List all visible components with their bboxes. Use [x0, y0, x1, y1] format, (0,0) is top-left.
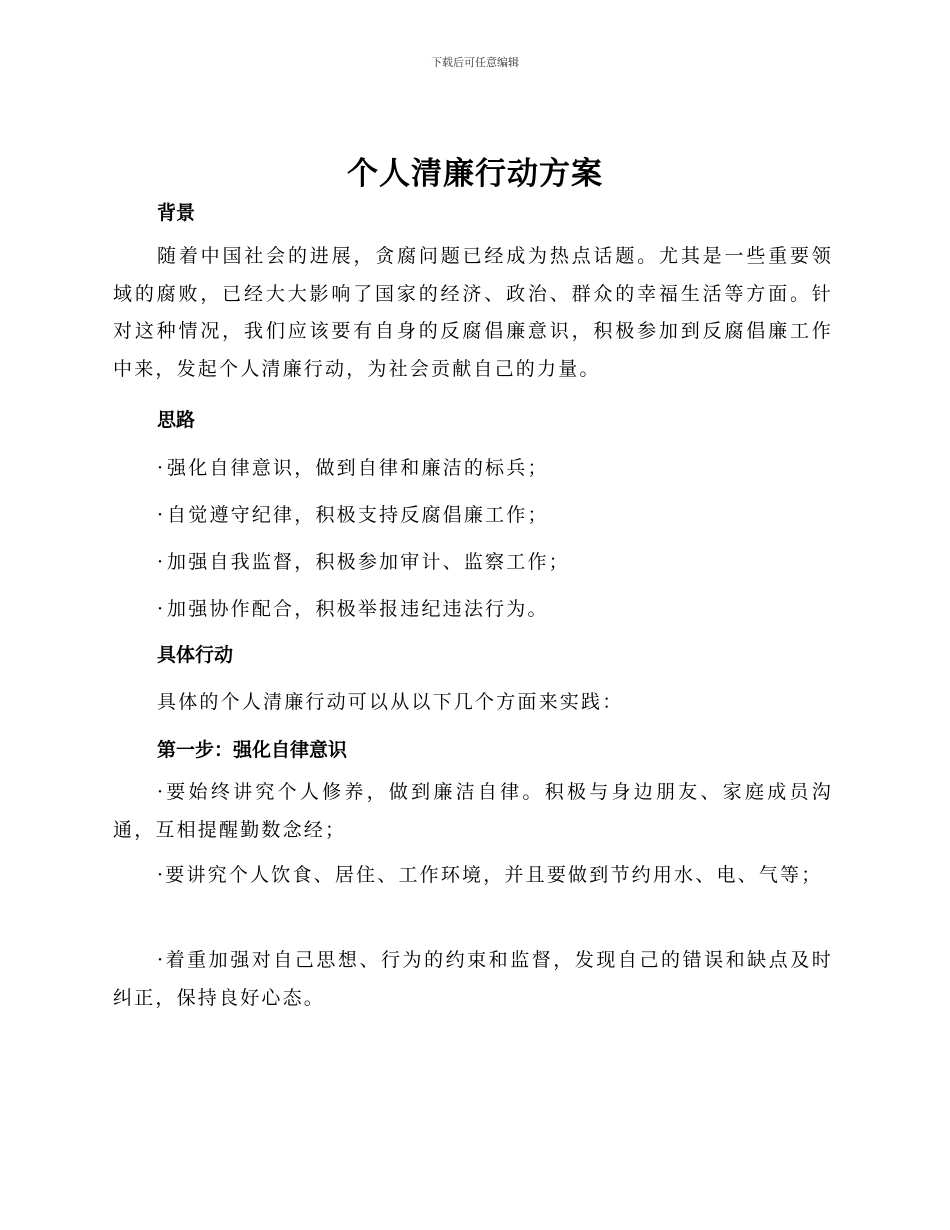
bullet-symbol: · [157, 551, 164, 573]
bullet-symbol: · [157, 504, 164, 526]
actions-intro: 具体的个人清廉行动可以从以下几个方面来实践： [157, 691, 624, 713]
document-title: 个人清廉行动方案 [347, 156, 603, 192]
approach-item-1 [157, 453, 549, 480]
section-heading-approach: 思路 [157, 409, 196, 431]
bullet-symbol: · [157, 457, 164, 479]
section-heading-actions: 具体行动 [157, 644, 234, 666]
approach-item-text: 自觉遵守纪律，积极支持反腐倡廉工作； [167, 504, 549, 526]
step1-item-3: ·着重加强对自己思想、行为的约束和监督，发现自己的错误和缺点及时纠正，保持良好心态。 [113, 949, 833, 1009]
step1-heading: 第一步：强化自律意识 [157, 739, 348, 761]
bullet-symbol: · [157, 598, 164, 620]
approach-item-4 [157, 594, 549, 621]
approach-item-text: 加强自我监督，积极参加审计、监察工作； [167, 551, 570, 573]
approach-item-text: 强化自律意识，做到自律和廉洁的标兵； [167, 457, 549, 479]
approach-item-2 [157, 500, 549, 527]
approach-item-3 [157, 547, 570, 574]
step1-item-1: ·要始终讲究个人修养，做到廉洁自律。积极与身边朋友、家庭成员沟通，互相提醒勤数念经； [113, 781, 833, 841]
step1-item-2: ·要讲究个人饮食、居住、工作环境，并且要做到节约用水、电、气等； [157, 864, 823, 886]
background-paragraph: 随着中国社会的进展，贪腐问题已经成为热点话题。尤其是一些重要领域的腐败，已经大大影响了国家的经济、政治、群众的幸福生活等方面。针对这种情况，我们应该要有自身的反腐倡廉意识，积极参加到反腐倡廉工作中来，发起个人清廉行动，为社会贡献自己的力量。 [113, 245, 833, 380]
approach-item-text: 加强协作配合，积极举报违纪违法行为。 [167, 598, 549, 620]
section-heading-background: 背景 [157, 202, 196, 224]
header-note: 下载后可任意编辑 [431, 56, 519, 69]
